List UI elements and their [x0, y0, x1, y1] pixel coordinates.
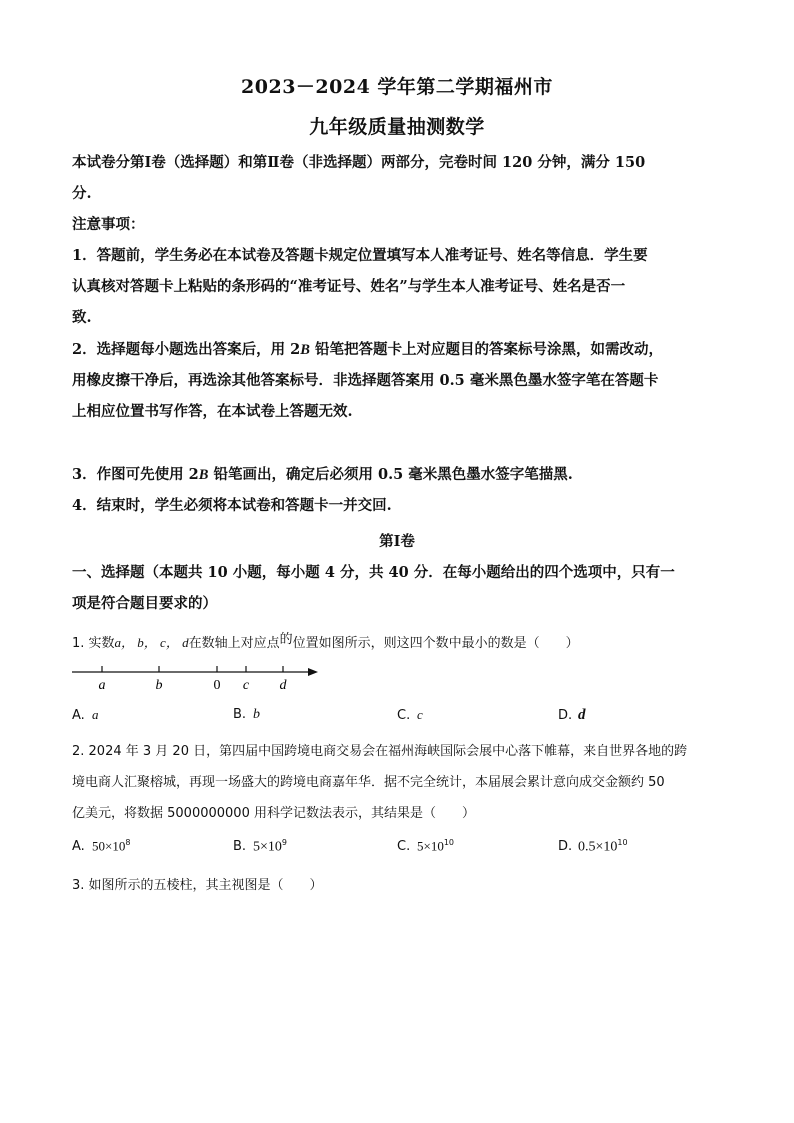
exam-title-line2: 九年级质量抽测数学 — [309, 116, 485, 138]
q1-option-b[interactable]: B. b — [233, 707, 260, 722]
number-line-arrow — [308, 668, 318, 676]
q1-option-d[interactable]: D. d — [558, 707, 586, 723]
q1-mid: 在数轴上对应点 — [188, 636, 280, 651]
note-3-c: 铅笔画出，确定后必须用 0.5 毫米黑色墨水签字笔描黑. — [208, 466, 573, 483]
q2-option-a[interactable]: A. $50\times 10^8$ — [72, 838, 131, 855]
q2-line1: 2. 2024 年 3 月 20 日，第四届中国跨境电商交易会在福州海峡国际会展中心落下帷幕，来自世界各地的跨 — [72, 744, 688, 759]
q2-line2: 境电商人汇聚榕城，再现一场盛大的跨境电商嘉年华．据不完全统计，本届展会累计意向成交金额约 50 — [72, 775, 665, 790]
note-1-line1: 1．答题前，学生务必在本试卷及答题卡规定位置填写本人准考证号、姓名等信息．学生要 — [72, 247, 648, 264]
q1-option-c[interactable]: C. c — [397, 707, 423, 723]
exam-title-line1: 2023－2024 学年第二学期福州市 — [241, 76, 553, 98]
q1-prefix: 1. 实数 — [72, 636, 115, 651]
q1-option-a[interactable]: A. a — [72, 707, 99, 723]
note-2-line1-c: 铅笔把答题卡上对应题目的答案标号涂黑，如需改动， — [309, 341, 663, 358]
q2-option-d[interactable]: D. $0.5\times 10^{10}$ — [558, 838, 628, 855]
note-3 — [72, 463, 573, 484]
label-b: b — [155, 678, 163, 693]
note-3-a: 3．作图可先使用 2 — [72, 466, 199, 483]
notes-heading: 注意事项： — [72, 216, 145, 233]
note-2-line1-b: B — [300, 342, 310, 358]
intro-line1: 本试卷分第Ⅰ卷（选择题）和第Ⅱ卷（非选择题）两部分，完卷时间 120 分钟，满分 150 — [72, 154, 646, 171]
q1-vars: a， b， c， d — [114, 635, 189, 650]
label-0: 0 — [213, 678, 221, 693]
volume-title: 第Ⅰ卷 — [379, 533, 415, 550]
q1-suffix: 位置如图所示，则这四个数中最小的数是（ ） — [292, 636, 579, 651]
note-3-b: B — [198, 467, 209, 483]
note-2-line3: 上相应位置书写作答，在本试卷上答题无效. — [72, 403, 353, 420]
label-a: a — [98, 678, 106, 693]
note-2-line1 — [72, 338, 663, 359]
part1-heading-line2: 项是符合题目要求的） — [72, 595, 217, 612]
q1-stem — [72, 632, 579, 651]
intro-line2: 分. — [72, 185, 92, 202]
q2-line3: 亿美元，将数据 5000000000 用科学记数法表示，其结果是（ ） — [72, 806, 475, 821]
part1-heading-line1: 一、选择题（本题共 10 小题，每小题 4 分，共 40 分．在每小题给出的四个选项中，只有一 — [72, 564, 675, 581]
q2-option-c[interactable]: C. $5\times 10^{10}$ — [397, 838, 455, 855]
q2-option-b[interactable]: B. $5\times 10^9$ — [233, 838, 287, 855]
note-1-line2: 认真核对答题卡上粘贴的条形码的“准考证号、姓名”与学生本人准考证号、姓名是否一 — [72, 278, 626, 295]
q1-number-line — [68, 662, 328, 694]
label-c: c — [242, 678, 250, 693]
note-1-line3: 致. — [72, 309, 92, 326]
note-2-line2: 用橡皮擦干净后，再选涂其他答案标号．非选择题答案用 0.5 毫米黑色墨水签字笔在答题卡 — [72, 372, 659, 389]
q1-de: 的 — [279, 632, 293, 647]
note-2-line1-a: 2．选择题每小题选出答案后，用 2 — [72, 341, 301, 358]
label-d: d — [279, 678, 287, 693]
note-4: 4．结束时，学生必须将本试卷和答题卡一并交回. — [72, 497, 392, 514]
q3-line1: 3. 如图所示的五棱柱，其主视图是（ ） — [72, 878, 323, 893]
